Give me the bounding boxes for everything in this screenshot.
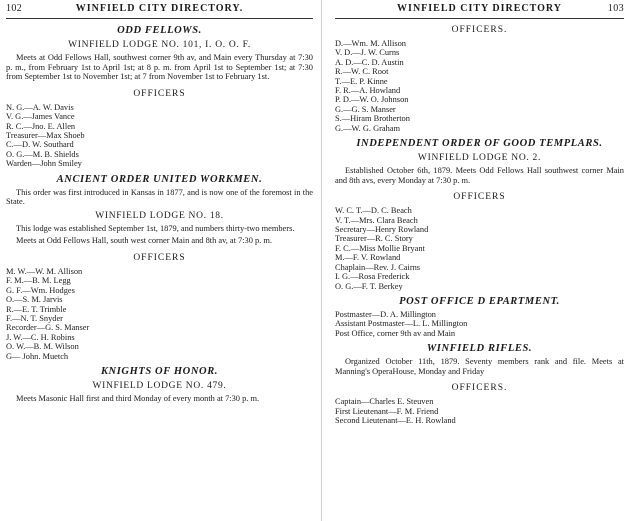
left-page-header <box>6 3 313 18</box>
post-office-heading: POST OFFICE D EPARTMENT. <box>399 295 560 307</box>
officer-entry: O. W.—B. M. Wilson <box>6 342 79 352</box>
rifles-heading: WINFIELD RIFLES. <box>426 343 533 355</box>
odd-fellows-lodge: WINFIELD LODGE NO. 101, I. O. O. F. <box>68 40 251 50</box>
knights-officers <box>335 39 624 133</box>
officer-entry: Recorder—G. S. Manser <box>6 323 90 333</box>
officer-entry: I. G.—Rosa Frederick <box>335 272 410 282</box>
workmen-lodge: WINFIELD LODGE NO. 18. <box>95 210 224 221</box>
officer-entry: T.—E. P. Kinne <box>335 76 388 86</box>
rifles-text: Organized October 11th, 1879. Seventy members rank and file. Meets at Manning's OperaHouse, Monday and Friday <box>335 357 624 376</box>
officer-entry: Treasurer—Max Shoeb <box>6 131 85 140</box>
workmen-officers <box>6 267 313 361</box>
templars-officers-label: OFFICERS <box>453 192 506 203</box>
workmen-meeting: Meets at Odd Fellows Hall, south west corner Main and 8th av, at 7:30 p. m. <box>16 236 273 246</box>
officer-entry: S.—Hiram Brotherton <box>335 114 410 124</box>
header-rule <box>6 18 313 19</box>
right-page <box>323 0 630 521</box>
odd-fellows-officers <box>6 103 313 169</box>
officer-entry: J. W.—C. H. Robins <box>6 332 75 342</box>
rifles-officers <box>335 397 624 425</box>
officer-entry: A. D.—C. D. Austin <box>335 57 404 67</box>
officer-entry: F. M.—B. M. Legg <box>6 276 71 286</box>
odd-fellows-officers-label: OFFICERS <box>133 88 186 99</box>
post-office-lines <box>335 310 624 338</box>
officer-entry: W. C. T.—D. C. Beach <box>335 206 412 216</box>
officer-entry: Warden—John Smiley <box>6 159 82 169</box>
officer-entry: Secretary—Henry Rowland <box>335 225 429 235</box>
workmen-heading: ANCIENT ORDER UNITED WORKMEN. <box>56 173 263 185</box>
officer-entry: G. F.—Wm. Hodges <box>6 285 75 295</box>
officer-entry: V. G.—James Vance <box>6 112 75 122</box>
running-header: WINFIELD CITY DIRECTORY. <box>75 3 244 14</box>
knights-officers-label: OFFICERS. <box>451 25 508 35</box>
right-page-header <box>335 3 624 18</box>
workmen-established: This lodge was established September 1st, 1879, and numbers thirty-two members. <box>16 223 295 233</box>
rifles-officers-label: OFFICERS. <box>451 383 508 394</box>
page-number: 102 <box>6 3 23 14</box>
knights-heading: KNIGHTS OF HONOR. <box>100 366 219 378</box>
officer-entry: R.—E. T. Trimble <box>6 304 67 314</box>
officer-entry: F. C.—Miss Mollie Bryant <box>335 243 425 253</box>
odd-fellows-heading: ODD FELLOWS. <box>117 25 202 36</box>
officer-entry: First Lieutenant—F. M. Friend <box>335 406 439 416</box>
officer-entry: Chaplain—Rev. J. Cairns <box>335 262 421 272</box>
templars-heading: INDEPENDENT ORDER OF GOOD TEMPLARS. <box>356 138 603 150</box>
officer-entry: N. G.—A. W. Davis <box>6 102 74 112</box>
officer-entry: R.—W. C. Root <box>335 67 389 77</box>
officer-entry: Second Lieutenant—E. H. Rowland <box>335 416 456 426</box>
officer-entry: P. D.—W. O. Johnson <box>335 95 409 105</box>
officer-entry: Treasurer—R. C. Story <box>335 234 413 244</box>
workmen-intro: This order was first introduced in Kansas in 1877, and is now one of the foremost in the State. <box>6 187 313 207</box>
post-office-line: Post Office, corner 9th av and Main <box>335 328 456 338</box>
header-rule <box>335 18 624 19</box>
officer-entry: O.—S. M. Jarvis <box>6 295 63 305</box>
officer-entry: F.—N. T. Snyder <box>6 314 63 324</box>
officer-entry: F. R.—A. Howland <box>335 86 401 96</box>
templars-meeting: Established October 6th, 1879. Meets Odd Fellows Hall southwest corner Main and 8th avs, every Monday at 7:30 p. m. <box>335 166 624 185</box>
workmen-officers-label: OFFICERS <box>133 253 186 263</box>
officer-entry: O. G.—M. B. Shields <box>6 149 79 159</box>
officer-entry: V. T.—Mrs. Clara Beach <box>335 215 418 225</box>
officer-entry: G— John. Muetch <box>6 351 69 361</box>
post-office-line: Postmaster—D. A. Millington <box>335 309 436 319</box>
post-office-line: Assistant Postmaster—L. L. Millington <box>335 319 468 329</box>
knights-lodge: WINFIELD LODGE NO. 479. <box>92 381 227 392</box>
templars-lodge: WINFIELD LODGE NO. 2. <box>417 153 542 164</box>
odd-fellows-meeting: Meets at Odd Fellows Hall, southwest corner 9th av, and Main every Thursday at 7:30 p. m., from February 1st to April 1st; at 8 p. m. from April 1st to September 1st; at 7:30 from September 1st to November 1st; at 7 from November 1st to February 1st. <box>6 53 313 82</box>
officer-entry: D.—Wm. M. Allison <box>335 39 406 48</box>
officer-entry: C.—D. W. Southard <box>6 140 74 150</box>
officer-entry: R. C.—Jno. E. Allen <box>6 121 76 131</box>
officer-entry: G.—G. S. Manser <box>335 104 396 114</box>
officer-entry: Captain—Charles E. Steuven <box>335 397 434 407</box>
officer-entry: M. W.—W. M. Allison <box>6 267 83 276</box>
officer-entry: V. D.—J. W. Curns <box>335 48 400 58</box>
knights-meeting: Meets Masonic Hall first and third Monday of every month at 7:30 p. m. <box>16 394 260 404</box>
page-number: 103 <box>607 3 624 14</box>
officer-entry: O. G.—F. T. Berkey <box>335 281 403 291</box>
templars-officers <box>335 206 624 291</box>
running-header: WINFIELD CITY DIRECTORY <box>397 3 562 14</box>
officer-entry: G.—W. G. Graham <box>335 123 401 133</box>
officer-entry: M.—F. V. Rowland <box>335 253 401 263</box>
